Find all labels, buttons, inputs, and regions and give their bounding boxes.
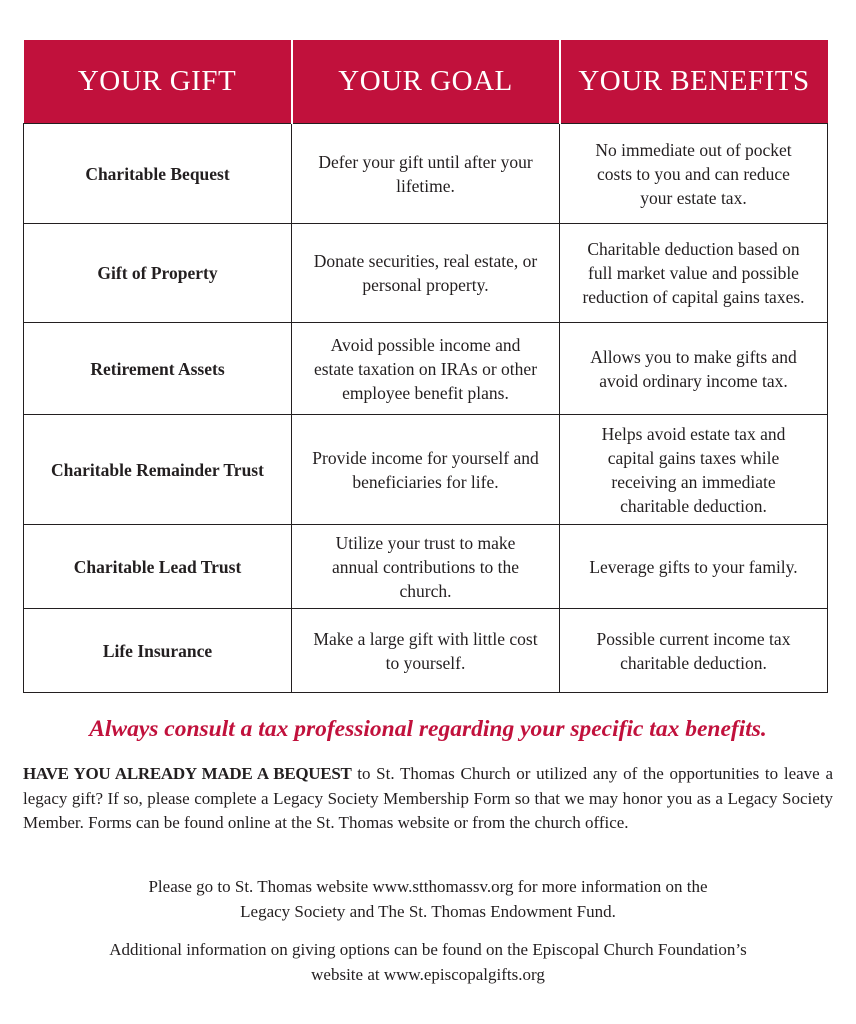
- goal-line: to yourself.: [385, 652, 466, 673]
- benefits-line: avoid ordinary income tax.: [599, 370, 788, 391]
- goal-cell: [292, 124, 560, 224]
- benefits-cell: [560, 609, 828, 693]
- table-row: [24, 323, 828, 415]
- benefits-cell: [560, 525, 828, 609]
- foundation-info: [0, 938, 856, 987]
- table-row: [24, 609, 828, 693]
- benefits-line: costs to you and can reduce: [597, 163, 790, 184]
- bequest-body: to St. Thomas Church or utilized any of the opportunities to leave a legacy gift? If so, please complete a Legacy Society Membership Form so that we may honor you as a Legacy Society Member. Forms can be found online at the St. Thomas website or from the church office.: [23, 764, 833, 832]
- benefits-line: Possible current income tax: [596, 628, 791, 649]
- benefits-line: Helps avoid estate tax and: [601, 423, 786, 444]
- tax-consult-note: Always consult a tax professional regarding your specific tax benefits.: [89, 716, 767, 742]
- goal-line: lifetime.: [396, 175, 455, 196]
- benefits-line: capital gains taxes while: [607, 447, 780, 468]
- header-your-gift: YOUR GIFT: [24, 40, 292, 124]
- bequest-lead: HAVE YOU ALREADY MADE A BEQUEST: [23, 764, 352, 783]
- benefits-line: your estate tax.: [640, 187, 747, 208]
- benefits-line: No immediate out of pocket: [595, 139, 792, 160]
- gift-cell: Charitable Lead Trust: [24, 525, 292, 609]
- goal-line: personal property.: [362, 275, 489, 295]
- gift-cell: Charitable Bequest: [24, 124, 292, 224]
- benefits-line: full market value and possible: [588, 263, 799, 283]
- goal-line: Avoid possible income and: [330, 334, 521, 355]
- goal-line: Make a large gift with little cost: [313, 628, 538, 649]
- goal-line: employee benefit plans.: [342, 382, 509, 403]
- website-info: [0, 875, 856, 924]
- benefits-line: Charitable deduction based on: [587, 239, 800, 259]
- benefits-line: charitable deduction.: [620, 495, 767, 516]
- goal-line: Donate securities, real estate, or: [313, 251, 538, 271]
- table-header-row: [24, 40, 828, 124]
- benefits-line: Leverage gifts to your family.: [589, 556, 798, 577]
- benefits-line: receiving an immediate: [611, 471, 776, 492]
- goal-line: annual contributions to the: [331, 556, 520, 577]
- gift-cell: Charitable Remainder Trust: [24, 415, 292, 525]
- bequest-paragraph: [23, 762, 833, 836]
- benefits-cell: [560, 224, 828, 323]
- giving-options-table: [23, 40, 828, 693]
- goal-cell: [292, 323, 560, 415]
- goal-line: church.: [399, 580, 452, 601]
- benefits-cell: [560, 323, 828, 415]
- table-row: [24, 124, 828, 224]
- benefits-line: reduction of capital gains taxes.: [582, 287, 805, 307]
- goal-line: Utilize your trust to make: [335, 532, 516, 553]
- goal-line: beneficiaries for life.: [352, 471, 499, 492]
- table-row: [24, 224, 828, 323]
- gift-cell: Retirement Assets: [24, 323, 292, 415]
- benefits-line: charitable deduction.: [620, 652, 767, 673]
- goal-cell: [292, 224, 560, 323]
- table-row: [24, 415, 828, 525]
- goal-cell: [292, 609, 560, 693]
- benefits-line: Allows you to make gifts and: [590, 346, 797, 367]
- header-your-benefits: YOUR BENEFITS: [560, 40, 828, 124]
- foundation-info-line: website at www.episcopalgifts.org: [311, 964, 545, 984]
- benefits-cell: [560, 124, 828, 224]
- table-row: [24, 525, 828, 609]
- goal-line: Provide income for yourself and: [312, 447, 539, 468]
- benefits-cell: [560, 415, 828, 525]
- goal-line: estate taxation on IRAs or other: [313, 358, 538, 379]
- goal-cell: [292, 525, 560, 609]
- goal-line: Defer your gift until after your: [318, 151, 533, 172]
- foundation-info-line: Additional information on giving options can be found on the Episcopal Church Foundation’s: [109, 940, 747, 959]
- website-info-line: Please go to St. Thomas website www.stthomassv.org for more information on the: [148, 877, 708, 896]
- goal-cell: [292, 415, 560, 525]
- gift-cell: Life Insurance: [24, 609, 292, 693]
- gift-cell: Gift of Property: [24, 224, 292, 323]
- website-info-line: Legacy Society and The St. Thomas Endowment Fund.: [240, 901, 616, 921]
- header-your-goal: YOUR GOAL: [292, 40, 560, 124]
